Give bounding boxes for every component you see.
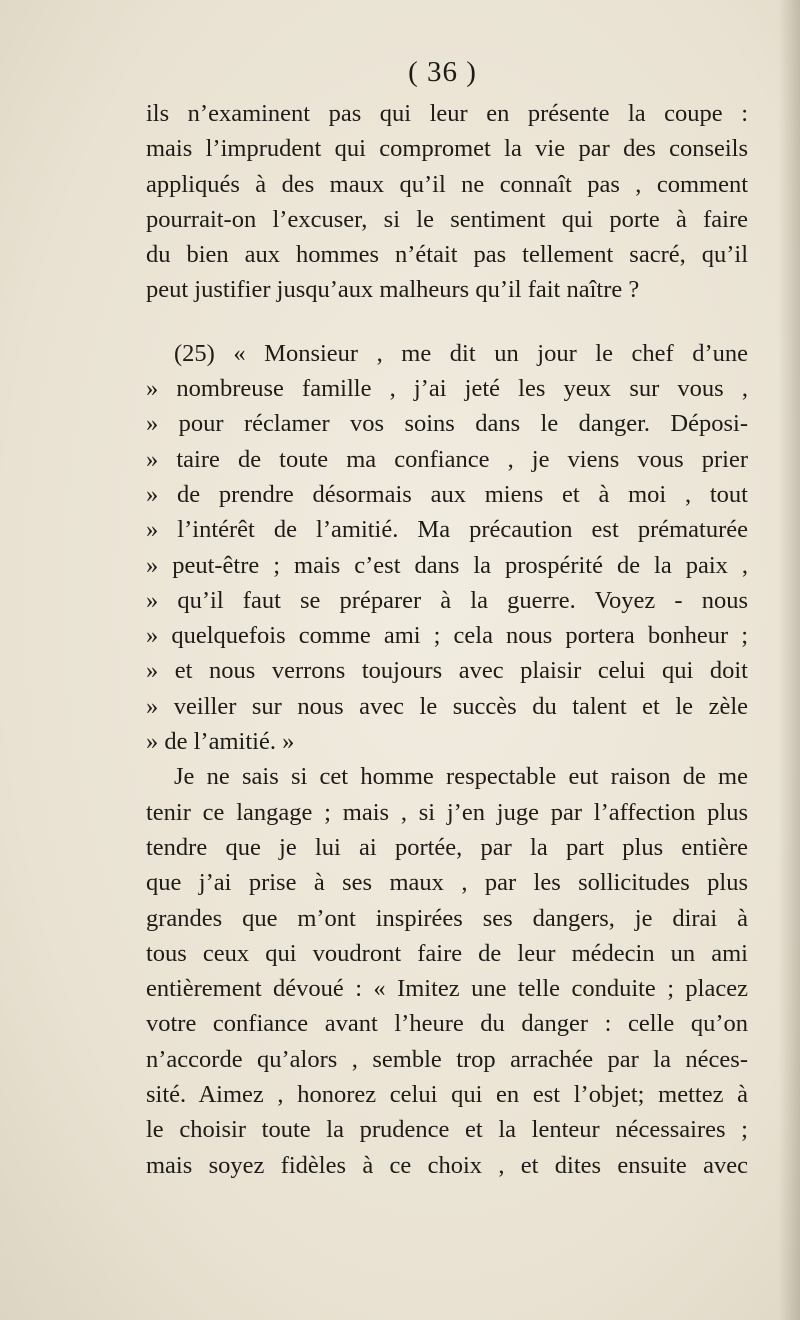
- text-line: mais soyez fidèles à ce choix , et dites ensuite avec: [146, 1151, 748, 1179]
- text-line: ils n’examinent pas qui leur en présente la coupe :: [146, 100, 748, 127]
- text-line: tendre que je lui ai portée, par la part plus entière: [146, 833, 748, 861]
- text-line: » de prendre désormais aux miens et à moi , tout: [146, 480, 748, 508]
- text-line: tenir ce langage ; mais , si j’en juge par l’affection plus: [146, 798, 748, 826]
- text-line: » pour réclamer vos soins dans le danger. Déposi-: [146, 410, 748, 438]
- text-line: » veiller sur nous avec le succès du talent et le zèle: [146, 692, 748, 720]
- text-line: grandes que m’ont inspirées ses dangers, je dirai à: [146, 904, 748, 932]
- page-edge-shadow: [778, 0, 800, 1320]
- text-line: sité. Aimez , honorez celui qui en est l’objet; mettez à: [146, 1081, 748, 1109]
- text-line: » nombreuse famille , j’ai jeté les yeux sur vous ,: [146, 375, 748, 403]
- text-line: mais l’imprudent qui compromet la vie par des conseils: [146, 135, 748, 163]
- text-line: appliqués à des maux qu’il ne connaît pas , comment: [146, 170, 748, 198]
- text-line: tous ceux qui voudront faire de leur médecin un ami: [146, 939, 748, 967]
- text-line: Je ne sais si cet homme respectable eut raison de me: [174, 763, 748, 791]
- text-line: que j’ai prise à ses maux , par les sollicitudes plus: [146, 869, 748, 897]
- text-line: pourrait-on l’excuser, si le sentiment qui porte à faire: [146, 205, 748, 233]
- text-block: [146, 96, 748, 1183]
- paragraph-1: [146, 96, 748, 308]
- text-line: votre confiance avant l’heure du danger : celle qu’on: [146, 1010, 748, 1038]
- text-line: » de l’amitié. »: [146, 728, 295, 756]
- text-line: » l’intérêt de l’amitié. Ma précaution est prématurée: [146, 516, 748, 544]
- text-line: » qu’il faut se préparer à la guerre. Voyez - nous: [146, 586, 748, 614]
- paragraph-2-footnote-quote: [146, 336, 748, 760]
- text-line: n’accorde qu’alors , semble trop arrachée par la néces-: [146, 1045, 748, 1073]
- text-line: » et nous verrons toujours avec plaisir celui qui doit: [146, 657, 748, 685]
- paragraph-3: [146, 759, 748, 1183]
- text-line: » taire de toute ma confiance , je viens vous prier: [146, 445, 748, 473]
- paragraph-gap: [146, 308, 748, 336]
- text-line: » quelquefois comme ami ; cela nous portera bonheur ;: [146, 622, 748, 650]
- text-line: du bien aux hommes n’était pas tellement sacré, qu’il: [146, 241, 748, 269]
- text-line: peut justifier jusqu’aux malheurs qu’il fait naître ?: [146, 276, 640, 304]
- text-line: entièrement dévoué : « Imitez une telle conduite ; placez: [146, 975, 748, 1003]
- page-number: ( 36 ): [408, 56, 477, 88]
- text-line: le choisir toute la prudence et la lenteur nécessaires ;: [146, 1116, 748, 1144]
- text-line: (25) « Monsieur , me dit un jour le chef d’une: [174, 339, 748, 367]
- text-line: » peut-être ; mais c’est dans la prospérité de la paix ,: [146, 551, 748, 579]
